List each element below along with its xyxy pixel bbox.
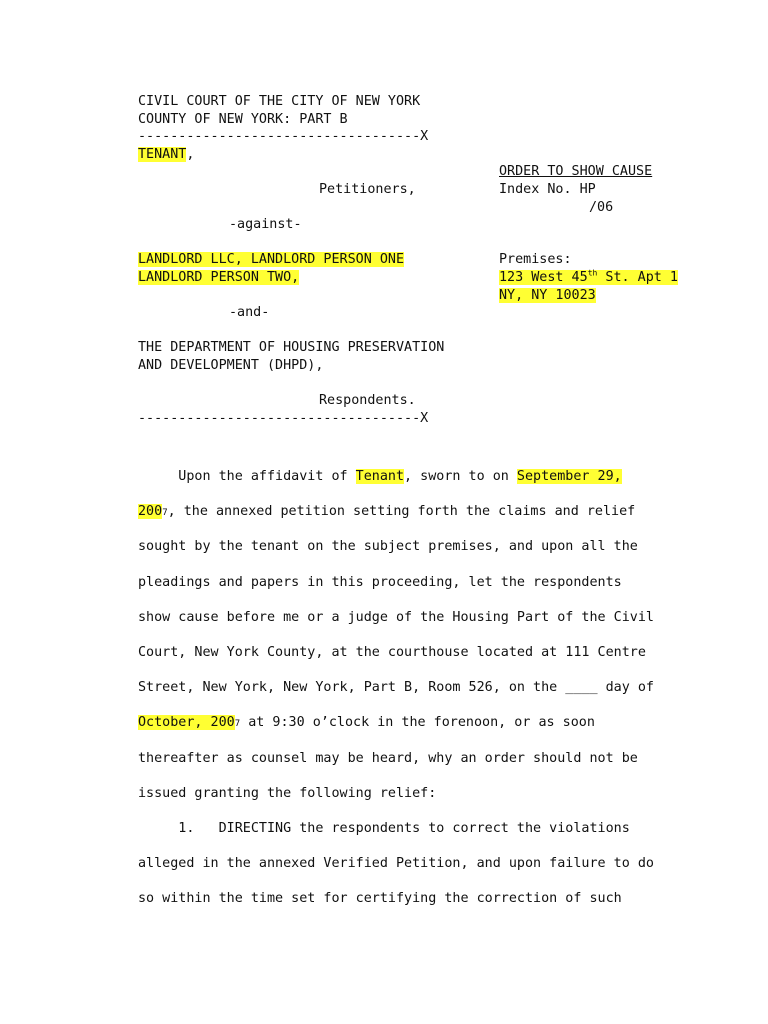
body-line: October, 2007 at 9:30 o’clock in the forenoon, or as soon	[138, 715, 595, 731]
relief-item-1: 1. DIRECTING the respondents to correct the violations	[138, 820, 630, 836]
hearing-date: October, 200	[138, 715, 235, 731]
and-label: -and-	[229, 305, 270, 321]
premises-label: Premises:	[499, 252, 572, 268]
body-line: so within the time set for certifying the correction of such	[138, 891, 622, 907]
respondent-line-1: LANDLORD LLC, LANDLORD PERSON ONE	[138, 252, 405, 268]
premises-address-2: NY, NY 10023	[499, 287, 596, 303]
body-line: alleged in the annexed Verified Petition, and upon failure to do	[138, 856, 654, 872]
index-number-suffix: /06	[589, 199, 614, 215]
body-line: thereafter as counsel may be heard, why an order should not be	[138, 750, 638, 766]
body-line: 2007, the annexed petition setting forth the claims and relief	[138, 504, 636, 520]
affiant-name: Tenant	[355, 469, 405, 484]
body-line: show cause before me or a judge of the Housing Part of the Civil	[138, 609, 654, 625]
order-body	[138, 459, 728, 916]
court-name: CIVIL COURT OF THE CITY OF NEW YORK	[138, 94, 421, 109]
affidavit-date: September 29,	[516, 469, 622, 484]
affidavit-year: 200	[138, 504, 163, 520]
body-line: Upon the affidavit of Tenant, sworn to on September 29,	[138, 469, 622, 484]
body-line: Court, New York County, at the courthouse located at 111 Centre	[138, 644, 646, 660]
court-county: COUNTY OF NEW YORK: PART B	[138, 111, 348, 127]
respondent-line-2: LANDLORD PERSON TWO,	[138, 270, 300, 285]
caption-divider-bottom: -----------------------------------X	[138, 410, 429, 426]
body-line: Street, New York, New York, Part B, Room 526, on the ____ day of	[138, 680, 654, 696]
caption-divider-top: -----------------------------------X	[138, 129, 429, 145]
document-title: ORDER TO SHOW CAUSE	[499, 164, 653, 180]
premises-address-1: 123 West 45th St. Apt 1	[499, 268, 678, 285]
body-line: issued granting the following relief:	[138, 785, 437, 801]
petitioner-name: TENANT	[138, 146, 187, 162]
petitioner-comma: ,	[186, 146, 195, 162]
petitioner-line	[138, 146, 194, 164]
body-line: sought by the tenant on the subject premises, and upon all the	[138, 539, 638, 555]
against-label: -against-	[229, 217, 302, 233]
petitioners-label: Petitioners,	[319, 182, 416, 197]
agency-line-1: THE DEPARTMENT OF HOUSING PRESERVATION	[138, 340, 445, 356]
index-number-label: Index No. HP	[499, 182, 596, 197]
body-line: pleadings and papers in this proceeding, let the respondents	[138, 574, 622, 590]
agency-line-2: AND DEVELOPMENT (DHPD),	[138, 358, 324, 373]
respondents-label: Respondents.	[319, 393, 416, 409]
